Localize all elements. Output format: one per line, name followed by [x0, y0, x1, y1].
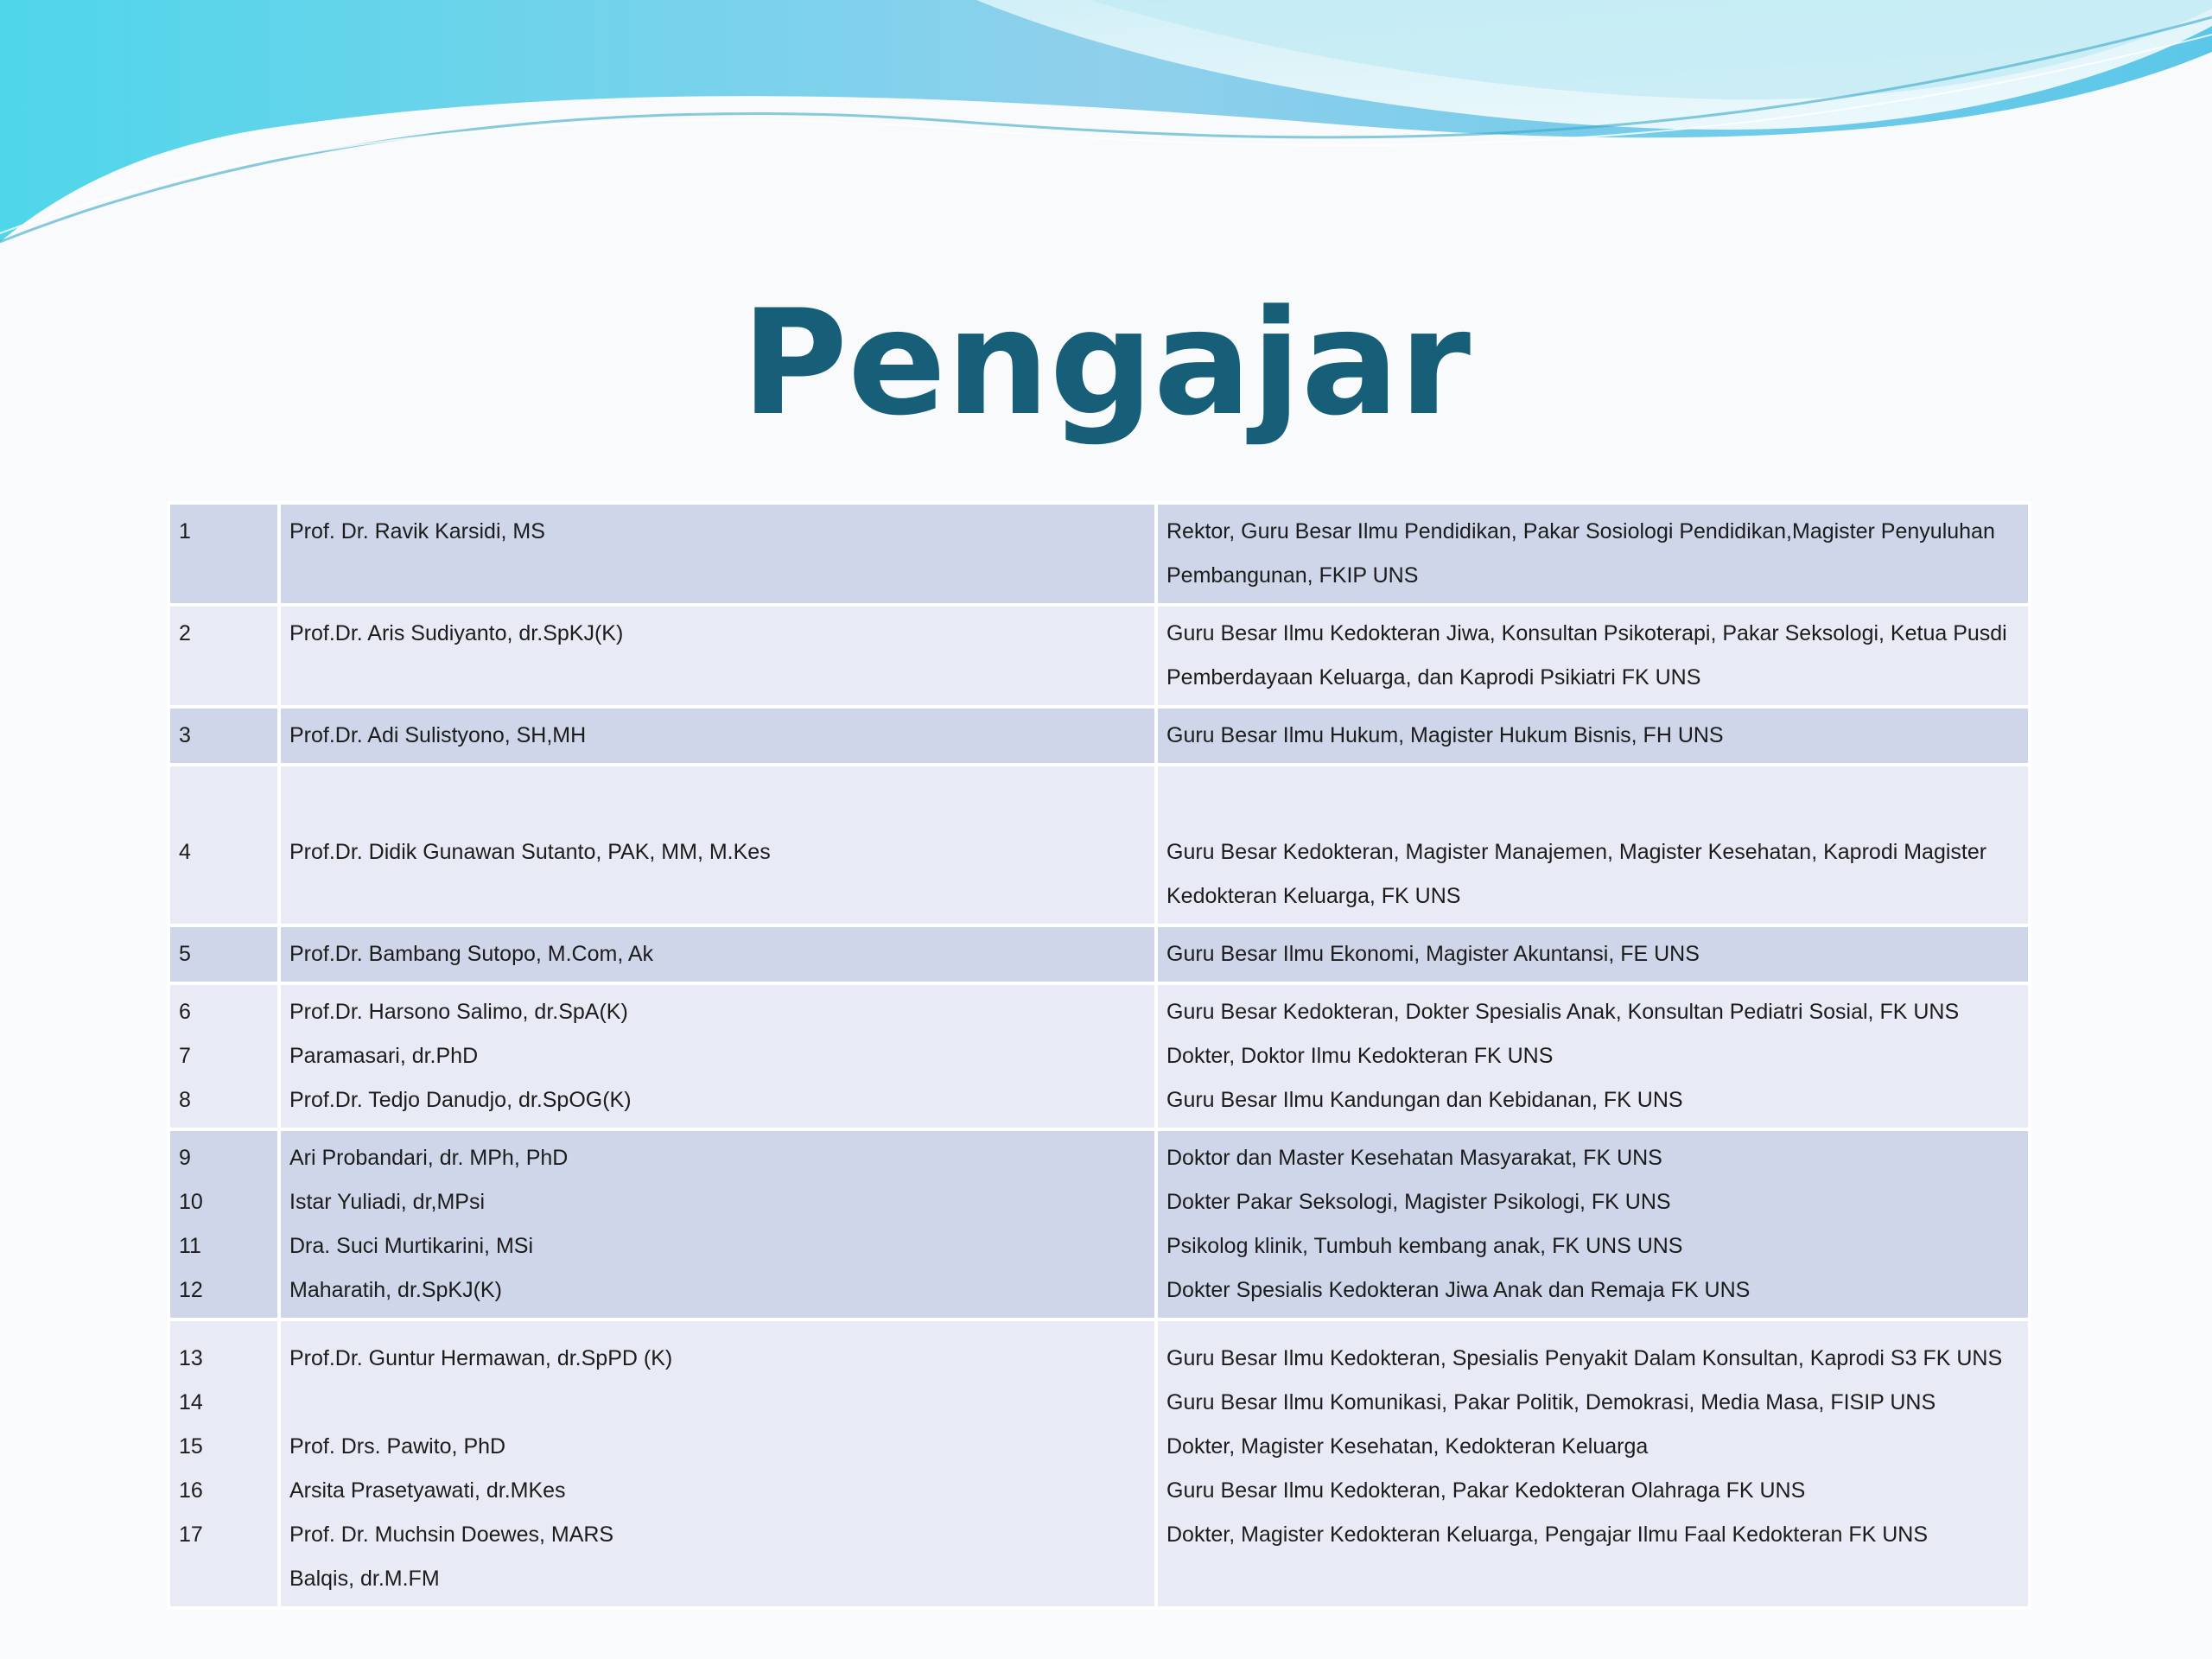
row-number: 9: [179, 1146, 191, 1170]
name-cell: [279, 503, 1156, 605]
row-number: 10: [179, 1190, 203, 1214]
table-row: [168, 605, 2030, 707]
name-cell: [279, 983, 1156, 1129]
lecturer-role: Guru Besar Ilmu Kedokteran, Pakar Kedokteran Olahraga FK UNS: [1166, 1478, 1806, 1503]
row-number: 1: [179, 519, 191, 543]
table-row: [168, 983, 2030, 1129]
row-number: 14: [179, 1390, 203, 1414]
number-cell: [168, 983, 279, 1129]
row-number: 7: [179, 1044, 191, 1068]
lecturer-name: Paramasari, dr.PhD: [289, 1044, 479, 1068]
lecturer-role: Guru Besar Ilmu Kedokteran Jiwa, Konsultan Psikoterapi, Pakar Seksologi, Ketua Pusdi Pemberdayaan Keluarga, dan Kaprodi Psikiatri FK UNS: [1166, 621, 2007, 690]
lecturer-name: Dra. Suci Murtikarini, MSi: [289, 1234, 533, 1258]
row-number: 6: [179, 1000, 191, 1024]
lecturer-role: Guru Besar Ilmu Kandungan dan Kebidanan, FK UNS: [1166, 1088, 1683, 1112]
lecturer-name: Maharatih, dr.SpKJ(K): [289, 1278, 502, 1302]
role-cell: [1156, 707, 2030, 765]
lecturer-name: Prof.Dr. Harsono Salimo, dr.SpA(K): [289, 1000, 628, 1024]
lecturer-role: Rektor, Guru Besar Ilmu Pendidikan, Pakar Sosiologi Pendidikan,Magister Penyuluhan Pembangunan, FKIP UNS: [1166, 519, 1995, 588]
row-number: 2: [179, 621, 191, 645]
lecturer-role: Guru Besar Ilmu Kedokteran, Spesialis Penyakit Dalam Konsultan, Kaprodi S3 FK UNS: [1166, 1346, 2003, 1370]
number-cell: [168, 605, 279, 707]
lecturer-role: Doktor dan Master Kesehatan Masyarakat, FK UNS: [1166, 1146, 1662, 1170]
row-number: 15: [179, 1434, 203, 1459]
row-number: 13: [179, 1346, 203, 1370]
number-cell: [168, 1129, 279, 1319]
lecturer-name: Arsita Prasetyawati, dr.MKes: [289, 1478, 566, 1503]
role-cell: [1156, 1129, 2030, 1319]
lecturer-name: Prof. Dr. Muchsin Doewes, MARS: [289, 1522, 614, 1547]
lecturer-role: Dokter Pakar Seksologi, Magister Psikologi, FK UNS: [1166, 1190, 1671, 1214]
lecturer-role: Guru Besar Kedokteran, Dokter Spesialis Anak, Konsultan Pediatri Sosial, FK UNS: [1166, 1000, 1960, 1024]
name-cell: [279, 707, 1156, 765]
lecturers-table: [167, 501, 2028, 1610]
row-number: 12: [179, 1278, 203, 1302]
name-cell: [279, 925, 1156, 983]
lecturer-role: Dokter, Magister Kedokteran Keluarga, Pengajar Ilmu Faal Kedokteran FK UNS: [1166, 1522, 1928, 1547]
table-row: [168, 1129, 2030, 1319]
lecturer-role: Dokter Spesialis Kedokteran Jiwa Anak dan Remaja FK UNS: [1166, 1278, 1751, 1302]
table-row: [168, 707, 2030, 765]
role-cell: [1156, 1319, 2030, 1608]
lecturer-name: Istar Yuliadi, dr,MPsi: [289, 1190, 486, 1214]
table-row: [168, 1319, 2030, 1608]
lecturer-name: Prof.Dr. Tedjo Danudjo, dr.SpOG(K): [289, 1088, 632, 1112]
lecturer-name: Ari Probandari, dr. MPh, PhD: [289, 1146, 569, 1170]
wave-banner: [0, 0, 2212, 259]
role-cell: [1156, 605, 2030, 707]
table-row: [168, 925, 2030, 983]
slide-title: Pengajar: [741, 278, 1471, 448]
row-number: 5: [179, 942, 191, 966]
lecturer-role: Dokter, Doktor Ilmu Kedokteran FK UNS: [1166, 1044, 1554, 1068]
name-cell: [279, 605, 1156, 707]
lecturer-role: Guru Besar Ilmu Ekonomi, Magister Akuntansi, FE UNS: [1166, 942, 1700, 966]
number-cell: [168, 707, 279, 765]
row-number: 11: [179, 1234, 201, 1258]
lecturer-name: Prof.Dr. Aris Sudiyanto, dr.SpKJ(K): [289, 621, 624, 645]
number-cell: [168, 765, 279, 925]
row-number: 17: [179, 1522, 203, 1547]
lecturer-name: Prof.Dr. Bambang Sutopo, M.Com, Ak: [289, 942, 654, 966]
row-number: 3: [179, 723, 191, 747]
number-cell: [168, 1319, 279, 1608]
row-number: 8: [179, 1088, 191, 1112]
lecturer-name: Prof.Dr. Didik Gunawan Sutanto, PAK, MM, M.Kes: [289, 840, 771, 864]
lecturer-name: Prof.Dr. Adi Sulistyono, SH,MH: [289, 723, 587, 747]
table-row: [168, 503, 2030, 605]
name-cell: [279, 1319, 1156, 1608]
lecturer-role: Guru Besar Kedokteran, Magister Manajemen, Magister Kesehatan, Kaprodi Magister Kedokteran Keluarga, FK UNS: [1166, 840, 1987, 908]
lecturer-name: Prof. Dr. Ravik Karsidi, MS: [289, 519, 545, 543]
role-cell: [1156, 765, 2030, 925]
name-cell: [279, 1129, 1156, 1319]
name-cell: [279, 765, 1156, 925]
role-cell: [1156, 503, 2030, 605]
lecturer-name: Balqis, dr.M.FM: [289, 1567, 440, 1591]
lecturer-name: Prof. Drs. Pawito, PhD: [289, 1434, 506, 1459]
number-cell: [168, 503, 279, 605]
lecturer-name: [289, 1381, 1146, 1425]
number-cell: [168, 925, 279, 983]
table-row: [168, 765, 2030, 925]
lecturer-role: Guru Besar Ilmu Komunikasi, Pakar Politik, Demokrasi, Media Masa, FISIP UNS: [1166, 1390, 1936, 1414]
lecturer-role: Dokter, Magister Kesehatan, Kedokteran Keluarga: [1166, 1434, 1649, 1459]
lecturer-name: Prof.Dr. Guntur Hermawan, dr.SpPD (K): [289, 1346, 673, 1370]
row-number: 16: [179, 1478, 203, 1503]
row-number: 4: [179, 840, 191, 864]
role-cell: [1156, 925, 2030, 983]
lecturer-role: Guru Besar Ilmu Hukum, Magister Hukum Bisnis, FH UNS: [1166, 723, 1724, 747]
lecturer-role: Psikolog klinik, Tumbuh kembang anak, FK UNS UNS: [1166, 1234, 1683, 1258]
role-cell: [1156, 983, 2030, 1129]
